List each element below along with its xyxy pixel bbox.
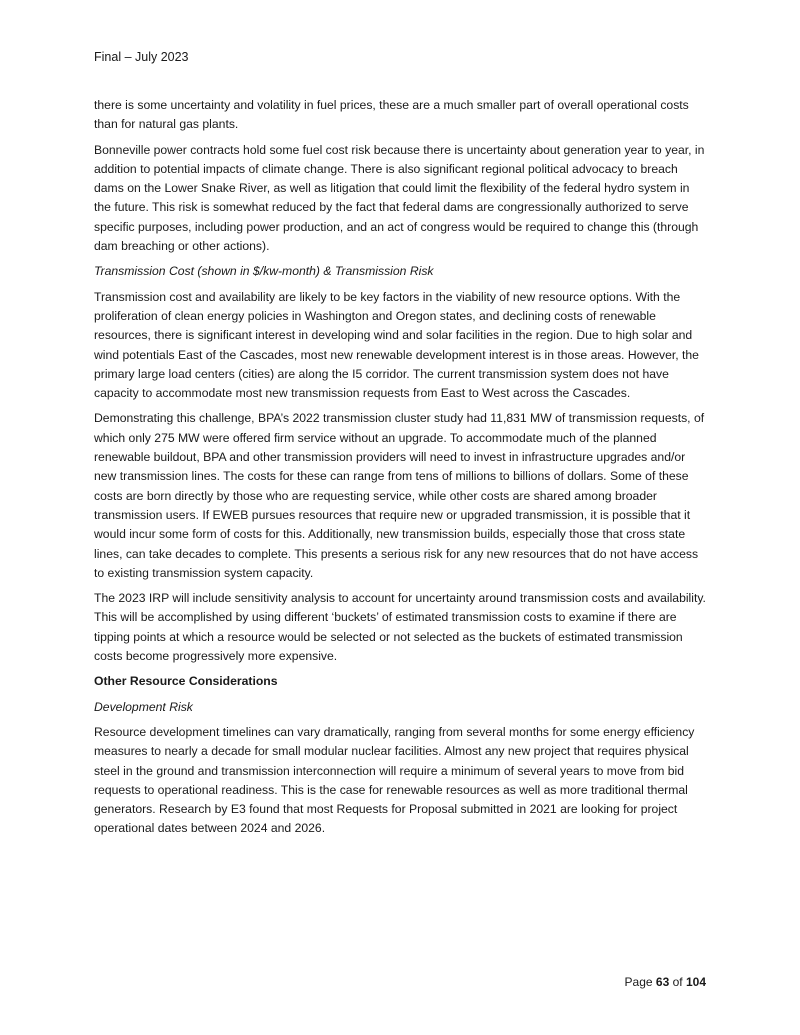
subheading-development-risk: Development Risk: [94, 699, 193, 714]
page-total: 104: [685, 975, 706, 989]
paragraph-transmission-availability: Transmission cost and availability are likely to be key factors in the viability of new resource options. With the proliferation of clean energy policies in Washington and Oregon states, and declining costs of renewable resources, there is significant interest in developing wind and solar facilities in the region. Due to high solar and wind potentials East of the Cascades, most new renewable development interest is in those areas. However, the primary large load centers (cities) are along the I5 corridor. The current transmission system does not have capacity to accommodate most new transmission requests from East to West across the Cascades.: [94, 289, 699, 401]
page-footer: [625, 974, 706, 990]
paragraph-irp-sensitivity: The 2023 IRP will include sensitivity analysis to account for uncertainty around transmission costs and availability. This will be accomplished by using different ‘buckets’ of estimated transmission costs to examine if there are tipping points at which a resource would be selected or not selected as the buckets of estimated transmission costs become progressively more expensive.: [94, 591, 706, 664]
paragraph-fuel-price-continuation: there is some uncertainty and volatility in fuel prices, these are a much smaller part of overall operational costs than for natural gas plants.: [94, 98, 689, 132]
body-text: [94, 96, 706, 845]
page-number: 63: [655, 975, 670, 989]
subheading-transmission-cost: Transmission Cost (shown in $/kw-month) & Transmission Risk: [94, 264, 434, 279]
page-of-label: of: [672, 975, 683, 989]
running-header: Final – July 2023: [94, 50, 189, 64]
paragraph-bonneville-fuel-risk: Bonneville power contracts hold some fuel cost risk because there is uncertainty about generation year to year, in addition to potential impacts of climate change. There is also significant regional political advocacy to breach dams on the Lower Snake River, as well as litigation that could limit the flexibility of the federal hydro system in the future. This risk is somewhat reduced by the fact that federal dams are congressionally authorized to serve specific purposes, including power production, and an act of congress would be required to change this (through dam breaching or other actions).: [94, 142, 705, 254]
paragraph-bpa-cluster-study: Demonstrating this challenge, BPA’s 2022 transmission cluster study had 11,831 MW of transmission requests, of which only 275 MW were offered firm service without an upgrade. To accommodate much of the planned renewable buildout, BPA and other transmission providers will need to invest in infrastructure upgrades and/or new transmission lines. The costs for these can range from tens of millions to billions of dollars. Some of these costs are born directly by those who are requesting service, while other costs are shared among broader transmission users. If EWEB pursues resources that require new or upgraded transmission, it is possible that it would incur some form of costs for this. Additionally, new transmission builds, especially those that cross state lines, can take decades to complete. This presents a serious risk for any new resources that do not have access to existing transmission system capacity.: [94, 411, 705, 580]
heading-other-resource-considerations: Other Resource Considerations: [94, 674, 278, 689]
paragraph-development-timelines: Resource development timelines can vary dramatically, ranging from several months for some energy efficiency measures to nearly a decade for small modular nuclear facilities. Almost any new project that requires physical steel in the ground and transmission interconnection will require a minimum of several years to move from bid requests to operational readiness. This is the case for renewable resources as well as more traditional thermal generators. Research by E3 found that most Requests for Proposal submitted in 2021 are looking for project operational dates between 2024 and 2026.: [94, 724, 695, 836]
page-label: Page: [624, 975, 653, 989]
